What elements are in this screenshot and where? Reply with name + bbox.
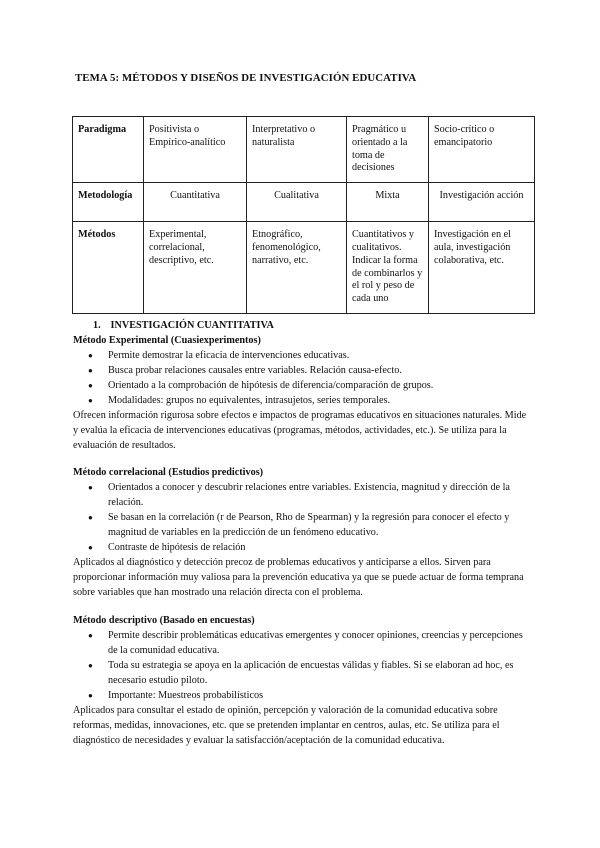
list-item: ● Toda su estrategia se apoya en la aplicación de encuestas válidas y fiables. Si se elaboran ad hoc, es necesario estudio piloto. <box>88 660 514 686</box>
bullet-icon: ● <box>88 543 93 552</box>
descriptivo-paragraph: Aplicados para consultar el estado de opinión, percepción y valoración de la comunidad educativa sobre reformas, medidas, innovaciones, etc. que se pretenden implantar en centros, aulas, etc. Se utiliza para el diagnóstico de necesidades y evaluar la satisfacción/aceptación de la comunidad educativa. <box>73 705 500 746</box>
table-row <box>73 117 535 183</box>
table-cell: Mixta <box>347 183 429 222</box>
bullet-icon: ● <box>88 631 93 640</box>
table-cell: Experimental, correlacional, descriptivo, etc. <box>144 222 247 314</box>
table-row <box>73 183 535 222</box>
list-item: ● Importante: Muestreos probabilísticos <box>88 690 264 701</box>
table-cell: Socio-crítico o emancipatorio <box>429 117 535 183</box>
paradigm-table <box>72 116 535 314</box>
correlacional-paragraph: Aplicados al diagnóstico y detección precoz de problemas educativos y anticiparse a ellos. Sirven para proporcionar información muy valiosa para la prevención educativa ya que se puede actuar de forma temprana sobre variables que han mostrado una relación directa con el problema. <box>73 557 524 598</box>
table-cell: Cuantitativos y cualitativos. Indicar la forma de combinarlos y el rol y peso de cada uno <box>347 222 429 314</box>
experimental-heading: Método Experimental (Cuasiexperimentos) <box>73 335 261 346</box>
table-cell: Pragmático u orientado a la toma de decisiones <box>347 117 429 183</box>
descriptivo-block <box>73 613 528 748</box>
row-header-paradigma: Paradigma <box>73 117 144 183</box>
bullet-icon: ● <box>88 351 93 360</box>
table-cell: Cuantitativa <box>144 183 247 222</box>
experimental-list <box>73 348 528 408</box>
correlacional-heading: Método correlacional (Estudios predictivos) <box>73 467 264 478</box>
list-item: ● Orientado a la comprobación de hipótesis de diferencia/comparación de grupos. <box>88 380 434 391</box>
list-item: ● Orientados a conocer y descubrir relaciones entre variables. Existencia, magnitud y dirección de la relación. <box>88 482 510 508</box>
correlacional-list <box>73 480 528 555</box>
row-header-metodos: Métodos <box>73 222 144 314</box>
section-heading <box>93 318 274 333</box>
list-item: ● Contraste de hipótesis de relación <box>88 542 246 553</box>
section-title: INVESTIGACIÓN CUANTITATIVA <box>110 320 274 331</box>
descriptivo-heading: Método descriptivo (Basado en encuestas) <box>73 615 255 626</box>
bullet-icon: ● <box>88 691 93 700</box>
row-header-metodologia: Metodología <box>73 183 144 222</box>
list-item: ● Permite describir problemáticas educativas emergentes y conocer opiniones, creencias y percepciones de la comunidad educativa. <box>88 630 523 656</box>
bullet-icon: ● <box>88 396 93 405</box>
table-cell: Positivista o Empírico-analítico <box>144 117 247 183</box>
descriptivo-list <box>73 628 528 703</box>
table-row <box>73 222 535 314</box>
list-item: ● Modalidades: grupos no equivalentes, intrasujetos, series temporales. <box>88 395 391 406</box>
experimental-block <box>73 333 528 453</box>
table-cell: Investigación acción <box>429 183 535 222</box>
bullet-icon: ● <box>88 513 93 522</box>
table-cell: Etnográfico, fenomenológico, narrativo, etc. <box>247 222 347 314</box>
list-item: ● Se basan en la correlación (r de Pearson, Rho de Spearman) y la regresión para conocer el efecto y magnitud de variables en la predicción de un fenómeno educativo. <box>88 512 510 538</box>
bullet-icon: ● <box>88 381 93 390</box>
table-cell: Cualitativa <box>247 183 347 222</box>
experimental-paragraph: Ofrecen información rigurosa sobre efectos e impactos de programas educativos en situaciones naturales. Mide y evalúa la eficacia de intervenciones educativas (programas, métodos, actividades, etc.). Se utiliza para la evaluación de resultados. <box>73 410 527 451</box>
section-number: 1. <box>93 320 101 331</box>
bullet-icon: ● <box>88 366 93 375</box>
list-item: ● Busca probar relaciones causales entre variables. Relación causa-efecto. <box>88 365 402 376</box>
list-item: ● Permite demostrar la eficacia de intervenciones educativas. <box>88 350 350 361</box>
table-cell: Interpretativo o naturalista <box>247 117 347 183</box>
correlacional-block <box>73 465 528 600</box>
table-cell: Investigación en el aula, investigación colaborativa, etc. <box>429 222 535 314</box>
bullet-icon: ● <box>88 483 93 492</box>
page-title: TEMA 5: MÉTODOS Y DISEÑOS DE INVESTIGACIÓN EDUCATIVA <box>75 72 417 84</box>
bullet-icon: ● <box>88 661 93 670</box>
